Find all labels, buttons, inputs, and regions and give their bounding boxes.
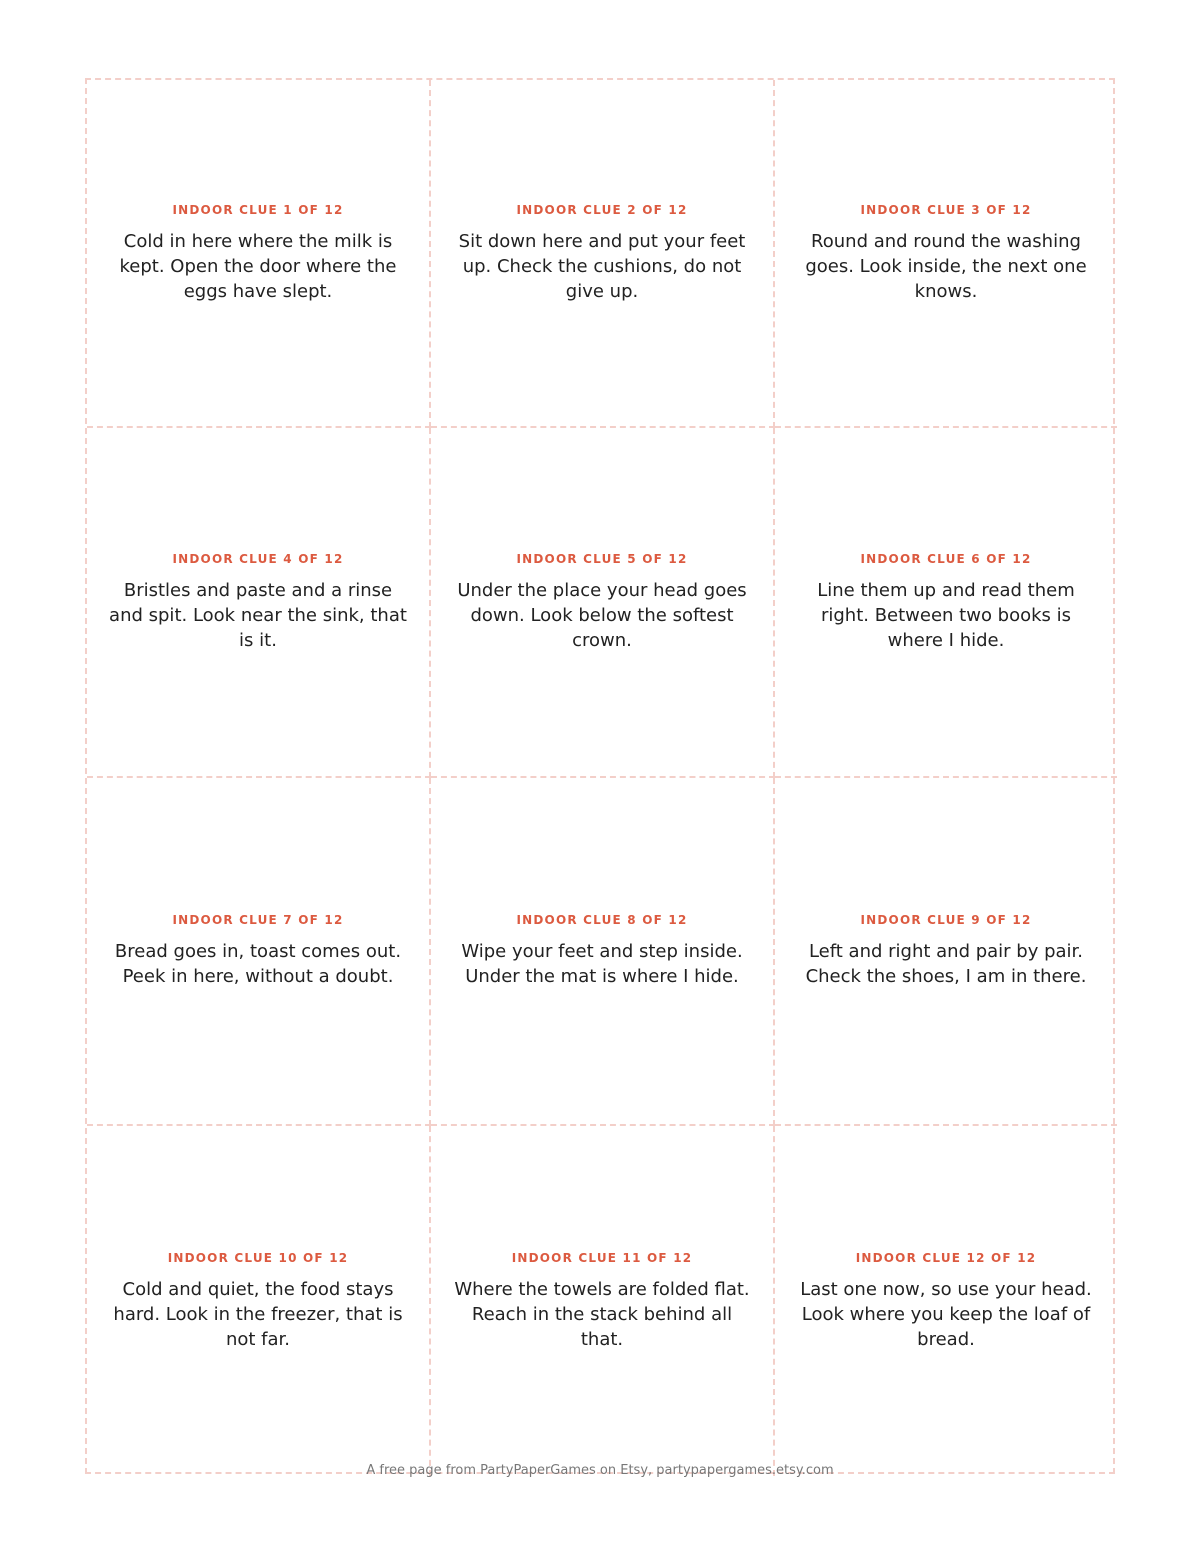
clue-label: INDOOR CLUE 9 OF 12 [860, 913, 1032, 927]
clue-card-8 [431, 778, 775, 1126]
clue-label: INDOOR CLUE 4 OF 12 [172, 551, 344, 566]
clue-label: INDOOR CLUE 1 OF 12 [172, 202, 344, 217]
clue-card-9 [775, 778, 1117, 1126]
clue-text: Wipe your feet and step inside. Under the mat is where I hide. [461, 941, 743, 987]
clue-label: INDOOR CLUE 10 OF 12 [167, 1250, 349, 1265]
clue-label: INDOOR CLUE 12 OF 12 [855, 1250, 1037, 1265]
clue-card-2 [431, 80, 775, 428]
clue-card-4 [87, 428, 431, 778]
clue-card-1 [87, 80, 431, 428]
clue-text: Round and round the washing goes. Look inside, the next one knows. [805, 230, 1087, 302]
clue-text: Last one now, so use your head. Look where you keep the loaf of bread. [800, 1278, 1092, 1350]
clue-label: INDOOR CLUE 2 OF 12 [516, 202, 688, 217]
clue-text: Cold and quiet, the food stays hard. Look in the freezer, that is not far. [113, 1278, 403, 1350]
clue-label: INDOOR CLUE 11 OF 12 [511, 1250, 693, 1265]
clue-text: Left and right and pair by pair. Check the shoes, I am in there. [805, 941, 1087, 987]
clue-card-5 [431, 428, 775, 778]
clue-text: Where the towels are folded flat. Reach in the stack behind all that. [454, 1278, 750, 1350]
clue-text: Line them up and read them right. Between two books is where I hide. [817, 579, 1075, 651]
clue-card-10 [87, 1126, 431, 1476]
clue-card-7 [87, 778, 431, 1126]
clue-text: Cold in here where the milk is kept. Open the door where the eggs have slept. [119, 230, 397, 302]
clue-card-sheet [85, 78, 1115, 1474]
clue-card-3 [775, 80, 1117, 428]
page-footer: A free page from PartyPaperGames on Etsy, partypapergames.etsy.com [366, 1463, 834, 1478]
clue-card-11 [431, 1126, 775, 1476]
clue-label: INDOOR CLUE 6 OF 12 [860, 551, 1032, 566]
clue-label: INDOOR CLUE 5 OF 12 [516, 551, 688, 566]
clue-text: Bread goes in, toast comes out. Peek in here, without a doubt. [114, 941, 402, 987]
clue-text: Under the place your head goes down. Look below the softest crown. [457, 579, 747, 651]
clue-text: Bristles and paste and a rinse and spit. Look near the sink, that is it. [109, 579, 407, 651]
clue-label: INDOOR CLUE 7 OF 12 [172, 913, 344, 927]
clue-label: INDOOR CLUE 3 OF 12 [860, 202, 1032, 217]
clue-card-6 [775, 428, 1117, 778]
clue-text: Sit down here and put your feet up. Check the cushions, do not give up. [458, 230, 746, 302]
clue-label: INDOOR CLUE 8 OF 12 [516, 913, 688, 927]
clue-card-12 [775, 1126, 1117, 1476]
